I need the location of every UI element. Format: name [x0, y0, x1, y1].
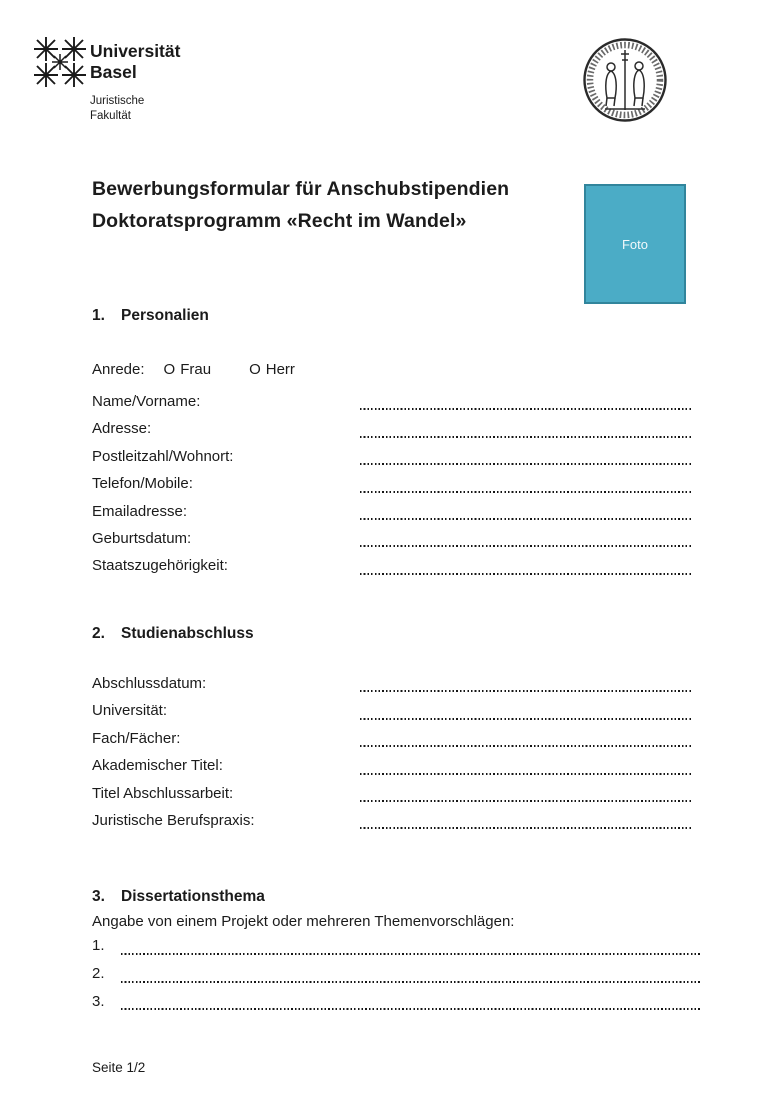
- section-3-items: [92, 934, 701, 1017]
- field-row-geburtsdatum: [92, 527, 693, 554]
- section-2-heading: [92, 625, 254, 643]
- field-label: Abschlussdatum:: [92, 675, 207, 692]
- photo-placeholder[interactable]: [584, 184, 686, 304]
- document-title-line2: Doktoratsprogramm «Recht im Wandel»: [92, 209, 467, 232]
- section-1-title: Personalien: [121, 307, 209, 324]
- fill-in-line[interactable]: [360, 827, 693, 829]
- document-title: [92, 174, 509, 237]
- fill-in-line[interactable]: [360, 545, 693, 547]
- section-2-fields: [92, 672, 693, 836]
- radio-option-frau[interactable]: [164, 361, 212, 378]
- fill-in-line[interactable]: [360, 436, 693, 438]
- section-3-number: 3.: [92, 888, 105, 905]
- topic-row-2: [92, 962, 701, 990]
- photo-placeholder-label: Foto: [621, 236, 648, 252]
- field-row-juristische-berufspraxis: [92, 809, 693, 836]
- field-row-titel-abschlussarbeit: [92, 782, 693, 809]
- fill-in-line[interactable]: [360, 573, 693, 575]
- section-1-number: 1.: [92, 307, 105, 324]
- field-row-abschlussdatum: [92, 672, 693, 699]
- field-row-adresse: [92, 417, 693, 444]
- fill-in-line[interactable]: [360, 690, 693, 692]
- fill-in-line[interactable]: [360, 800, 693, 802]
- topic-number: 1.: [92, 937, 105, 954]
- field-label: Fach/Fächer:: [92, 729, 181, 747]
- fill-in-line[interactable]: [360, 518, 693, 520]
- section-1-heading: [92, 307, 209, 325]
- field-row-universitaet: [92, 699, 693, 726]
- faculty-name-line2: Fakultät: [90, 109, 131, 122]
- faculty-name: [90, 94, 144, 123]
- field-row-staatszugehoerigkeit: [92, 554, 693, 581]
- radio-circle-icon: O: [249, 361, 261, 378]
- fill-in-line[interactable]: [121, 953, 701, 955]
- radio-option-herr[interactable]: [249, 361, 295, 378]
- field-label: Emailadresse:: [92, 502, 188, 520]
- fill-in-line[interactable]: [121, 981, 701, 983]
- document-title-line1: Bewerbungsformular für Anschubstipendien: [92, 178, 510, 200]
- law-faculty-seal-icon: [581, 36, 669, 124]
- field-label: Telefon/Mobile:: [92, 475, 193, 493]
- section-3-description: Angabe von einem Projekt oder mehreren Themenvorschlägen:: [92, 913, 515, 930]
- field-row-emailadresse: [92, 500, 693, 527]
- topic-row-3: [92, 990, 701, 1018]
- radio-circle-icon: O: [163, 361, 176, 378]
- radio-option-herr-label: Herr: [265, 361, 295, 378]
- section-2-title: Studienabschluss: [121, 625, 254, 642]
- page-number: Seite 1/2: [92, 1060, 146, 1075]
- field-label: Staatszugehörigkeit:: [92, 557, 228, 575]
- topic-number: 3.: [92, 992, 105, 1010]
- faculty-name-line1: Juristische: [90, 95, 145, 107]
- university-basel-logo-icon: [31, 36, 89, 88]
- field-row-postleitzahl-wohnort: [92, 445, 693, 472]
- topic-number: 2.: [92, 964, 105, 982]
- fill-in-line[interactable]: [360, 718, 693, 720]
- fill-in-line[interactable]: [360, 408, 693, 410]
- section-1-fields: [92, 390, 693, 582]
- fill-in-line[interactable]: [360, 491, 693, 493]
- fill-in-line[interactable]: [360, 773, 693, 775]
- field-row-akademischer-titel: [92, 754, 693, 781]
- section-3-heading: [92, 888, 265, 906]
- section-2-number: 2.: [92, 625, 105, 642]
- field-label: Adresse:: [92, 420, 152, 438]
- field-row-name-vorname: [92, 390, 693, 417]
- field-row-fach-faecher: [92, 727, 693, 754]
- field-label: Juristische Berufspraxis:: [92, 811, 255, 829]
- field-label: Name/Vorname:: [92, 393, 201, 410]
- fill-in-line[interactable]: [360, 745, 693, 747]
- field-label: Universität:: [92, 702, 168, 720]
- fill-in-line[interactable]: [360, 463, 693, 465]
- field-label: Akademischer Titel:: [92, 757, 223, 775]
- field-row-telefon-mobile: [92, 472, 693, 499]
- anrede-label: Anrede:: [92, 361, 145, 378]
- topic-row-1: [92, 934, 701, 962]
- field-label: Postleitzahl/Wohnort:: [92, 447, 234, 465]
- anrede-row: [92, 361, 333, 378]
- field-label: Geburtsdatum:: [92, 529, 192, 547]
- field-label: Titel Abschlussarbeit:: [92, 784, 234, 802]
- university-name: [90, 41, 180, 83]
- university-name-line1: Universität: [90, 41, 181, 61]
- section-3-title: Dissertationsthema: [121, 888, 265, 905]
- radio-option-frau-label: Frau: [180, 361, 212, 378]
- university-name-line2: Basel: [90, 62, 137, 82]
- fill-in-line[interactable]: [121, 1008, 701, 1010]
